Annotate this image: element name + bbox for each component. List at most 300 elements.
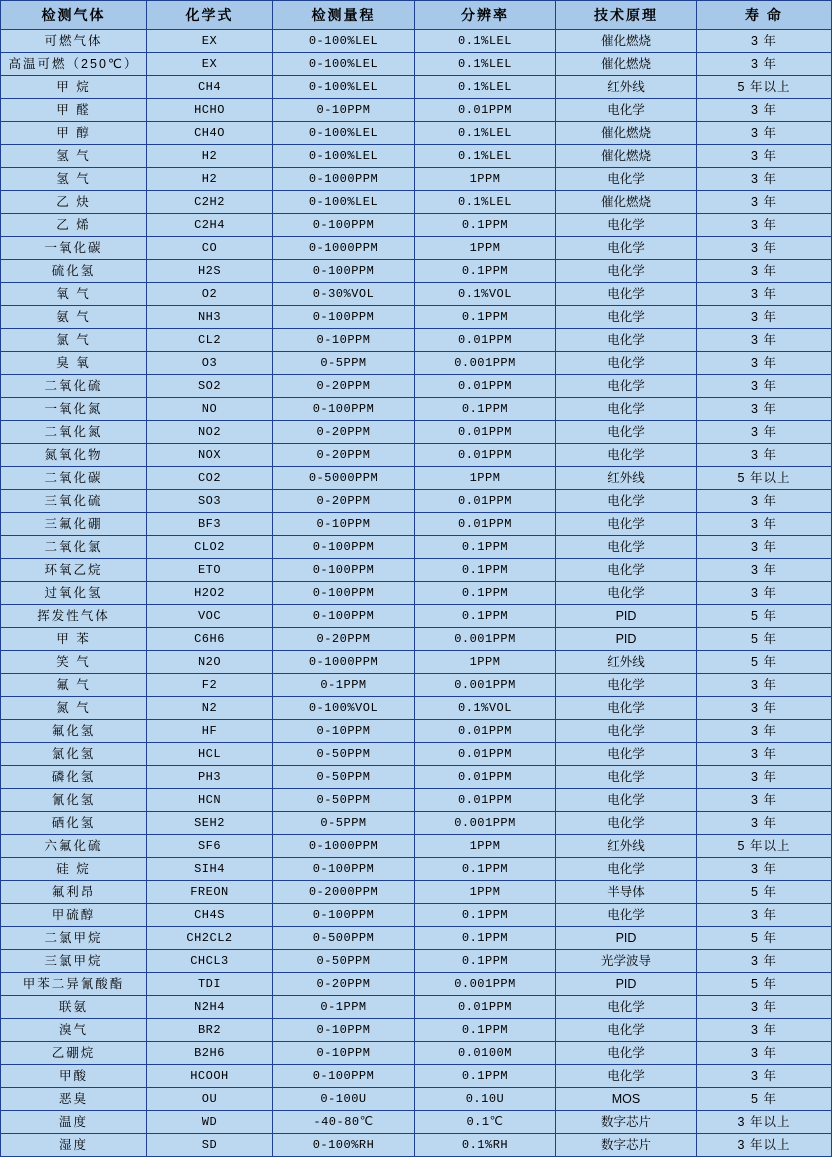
table-row — [1, 375, 832, 398]
cell-gas: 氯化氢 — [1, 743, 147, 766]
cell-gas: 氢 气 — [1, 145, 147, 168]
cell-range: 0-20PPM — [273, 628, 415, 651]
cell-formula: HCN — [147, 789, 273, 812]
cell-formula: HCOOH — [147, 1065, 273, 1088]
cell-gas: 氧 气 — [1, 283, 147, 306]
cell-principle: 电化学 — [556, 1042, 697, 1065]
cell-gas: 溴气 — [1, 1019, 147, 1042]
cell-lifetime: 3 年 — [697, 1019, 832, 1042]
cell-lifetime: 3 年 — [697, 145, 832, 168]
cell-gas: 笑 气 — [1, 651, 147, 674]
cell-formula: EX — [147, 53, 273, 76]
cell-resolution: 0.01PPM — [415, 99, 556, 122]
cell-lifetime: 3 年 — [697, 812, 832, 835]
cell-formula: HCL — [147, 743, 273, 766]
table-row — [1, 513, 832, 536]
table-row — [1, 329, 832, 352]
column-header-gas: 检测气体 — [1, 1, 147, 30]
cell-principle: 电化学 — [556, 283, 697, 306]
cell-principle: 电化学 — [556, 168, 697, 191]
cell-gas: 可燃气体 — [1, 30, 147, 53]
cell-principle: 电化学 — [556, 559, 697, 582]
table-row — [1, 1111, 832, 1134]
cell-lifetime: 3 年 — [697, 536, 832, 559]
cell-lifetime: 3 年 — [697, 168, 832, 191]
table-row — [1, 1134, 832, 1157]
cell-range: 0-20PPM — [273, 444, 415, 467]
table-row — [1, 582, 832, 605]
cell-lifetime: 3 年 — [697, 122, 832, 145]
cell-lifetime: 3 年以上 — [697, 1111, 832, 1134]
cell-resolution: 0.1PPM — [415, 398, 556, 421]
cell-gas: 高温可燃（250℃） — [1, 53, 147, 76]
cell-resolution: 1PPM — [415, 168, 556, 191]
cell-lifetime: 3 年 — [697, 996, 832, 1019]
cell-resolution: 0.001PPM — [415, 973, 556, 996]
cell-gas: 联氨 — [1, 996, 147, 1019]
cell-range: 0-10PPM — [273, 513, 415, 536]
column-header-formula: 化学式 — [147, 1, 273, 30]
table-row — [1, 628, 832, 651]
cell-gas: 甲硫醇 — [1, 904, 147, 927]
cell-gas: 硅 烷 — [1, 858, 147, 881]
cell-principle: 电化学 — [556, 421, 697, 444]
cell-formula: N2H4 — [147, 996, 273, 1019]
cell-gas: 乙 烯 — [1, 214, 147, 237]
cell-resolution: 0.01PPM — [415, 743, 556, 766]
table-row — [1, 697, 832, 720]
cell-formula: SIH4 — [147, 858, 273, 881]
cell-lifetime: 3 年 — [697, 398, 832, 421]
table-row — [1, 651, 832, 674]
cell-resolution: 0.1%LEL — [415, 30, 556, 53]
cell-resolution: 0.1PPM — [415, 1019, 556, 1042]
cell-resolution: 0.1%RH — [415, 1134, 556, 1157]
column-header-lifetime: 寿 命 — [697, 1, 832, 30]
cell-gas: 氟 气 — [1, 674, 147, 697]
table-row — [1, 398, 832, 421]
cell-resolution: 0.1PPM — [415, 927, 556, 950]
cell-lifetime: 3 年 — [697, 99, 832, 122]
cell-principle: 催化燃烧 — [556, 145, 697, 168]
table-row — [1, 996, 832, 1019]
cell-formula: NO2 — [147, 421, 273, 444]
cell-range: 0-100PPM — [273, 559, 415, 582]
cell-lifetime: 3 年 — [697, 306, 832, 329]
cell-range: 0-50PPM — [273, 766, 415, 789]
cell-lifetime: 3 年 — [697, 513, 832, 536]
cell-gas: 二氧化碳 — [1, 467, 147, 490]
cell-formula: F2 — [147, 674, 273, 697]
cell-formula: HF — [147, 720, 273, 743]
cell-resolution: 0.10U — [415, 1088, 556, 1111]
cell-formula: N2O — [147, 651, 273, 674]
cell-gas: 二氯甲烷 — [1, 927, 147, 950]
cell-principle: 电化学 — [556, 352, 697, 375]
cell-range: 0-100PPM — [273, 398, 415, 421]
cell-resolution: 0.01PPM — [415, 444, 556, 467]
table-row — [1, 904, 832, 927]
table-row — [1, 536, 832, 559]
cell-lifetime: 3 年 — [697, 674, 832, 697]
cell-gas: 过氧化氢 — [1, 582, 147, 605]
cell-principle: 红外线 — [556, 651, 697, 674]
cell-principle: 电化学 — [556, 674, 697, 697]
cell-principle: PID — [556, 927, 697, 950]
cell-lifetime: 3 年以上 — [697, 1134, 832, 1157]
cell-range: 0-50PPM — [273, 789, 415, 812]
cell-lifetime: 3 年 — [697, 237, 832, 260]
cell-resolution: 0.01PPM — [415, 766, 556, 789]
cell-formula: TDI — [147, 973, 273, 996]
table-row — [1, 260, 832, 283]
cell-principle: 电化学 — [556, 789, 697, 812]
cell-resolution: 1PPM — [415, 651, 556, 674]
cell-principle: 电化学 — [556, 697, 697, 720]
cell-principle: 电化学 — [556, 214, 697, 237]
cell-gas: 三氧化硫 — [1, 490, 147, 513]
cell-lifetime: 3 年 — [697, 743, 832, 766]
cell-principle: 红外线 — [556, 467, 697, 490]
cell-range: 0-50PPM — [273, 743, 415, 766]
cell-principle: 半导体 — [556, 881, 697, 904]
cell-lifetime: 3 年 — [697, 950, 832, 973]
table-row — [1, 352, 832, 375]
cell-principle: 电化学 — [556, 306, 697, 329]
cell-principle: 电化学 — [556, 904, 697, 927]
cell-principle: PID — [556, 605, 697, 628]
cell-principle: 电化学 — [556, 996, 697, 1019]
cell-range: 0-100PPM — [273, 536, 415, 559]
table-row — [1, 605, 832, 628]
table-row — [1, 444, 832, 467]
table-row — [1, 306, 832, 329]
cell-lifetime: 3 年 — [697, 720, 832, 743]
cell-lifetime: 3 年 — [697, 697, 832, 720]
cell-resolution: 0.01PPM — [415, 513, 556, 536]
cell-range: 0-30%VOL — [273, 283, 415, 306]
cell-principle: 催化燃烧 — [556, 122, 697, 145]
cell-lifetime: 3 年 — [697, 766, 832, 789]
cell-resolution: 0.01PPM — [415, 789, 556, 812]
cell-range: 0-100%LEL — [273, 145, 415, 168]
cell-principle: 电化学 — [556, 513, 697, 536]
cell-range: 0-10PPM — [273, 1019, 415, 1042]
cell-range: 0-10PPM — [273, 1042, 415, 1065]
cell-formula: CL2 — [147, 329, 273, 352]
cell-principle: 数字芯片 — [556, 1111, 697, 1134]
cell-lifetime: 3 年 — [697, 559, 832, 582]
cell-formula: H2 — [147, 168, 273, 191]
cell-principle: 电化学 — [556, 1065, 697, 1088]
cell-resolution: 0.1PPM — [415, 306, 556, 329]
cell-formula: SD — [147, 1134, 273, 1157]
cell-range: 0-100%RH — [273, 1134, 415, 1157]
cell-range: 0-500PPM — [273, 927, 415, 950]
table-row — [1, 490, 832, 513]
table-row — [1, 559, 832, 582]
cell-range: 0-100PPM — [273, 605, 415, 628]
cell-range: 0-100PPM — [273, 858, 415, 881]
cell-principle: 电化学 — [556, 237, 697, 260]
cell-formula: SF6 — [147, 835, 273, 858]
table-row — [1, 467, 832, 490]
cell-formula: SO3 — [147, 490, 273, 513]
cell-principle: 数字芯片 — [556, 1134, 697, 1157]
cell-lifetime: 3 年 — [697, 1042, 832, 1065]
cell-resolution: 0.1PPM — [415, 559, 556, 582]
cell-resolution: 0.1PPM — [415, 582, 556, 605]
cell-resolution: 0.1PPM — [415, 214, 556, 237]
cell-resolution: 0.1PPM — [415, 950, 556, 973]
cell-formula: CH2CL2 — [147, 927, 273, 950]
table-row — [1, 99, 832, 122]
cell-resolution: 0.001PPM — [415, 352, 556, 375]
cell-gas: 氮氧化物 — [1, 444, 147, 467]
cell-lifetime: 5 年以上 — [697, 76, 832, 99]
cell-formula: SO2 — [147, 375, 273, 398]
cell-gas: 氨 气 — [1, 306, 147, 329]
cell-range: 0-1000PPM — [273, 237, 415, 260]
cell-gas: 乙 炔 — [1, 191, 147, 214]
cell-resolution: 0.1%VOL — [415, 697, 556, 720]
table-row — [1, 283, 832, 306]
cell-gas: 硒化氢 — [1, 812, 147, 835]
cell-resolution: 0.1%LEL — [415, 53, 556, 76]
cell-gas: 六氟化硫 — [1, 835, 147, 858]
cell-lifetime: 5 年 — [697, 927, 832, 950]
cell-range: 0-1PPM — [273, 996, 415, 1019]
cell-gas: 甲苯二异氰酸酯 — [1, 973, 147, 996]
cell-formula: NOX — [147, 444, 273, 467]
cell-lifetime: 3 年 — [697, 30, 832, 53]
cell-range: 0-1PPM — [273, 674, 415, 697]
table-row — [1, 789, 832, 812]
cell-lifetime: 3 年 — [697, 53, 832, 76]
cell-gas: 湿度 — [1, 1134, 147, 1157]
cell-lifetime: 5 年以上 — [697, 467, 832, 490]
cell-lifetime: 3 年 — [697, 490, 832, 513]
cell-resolution: 0.1%VOL — [415, 283, 556, 306]
cell-resolution: 0.1PPM — [415, 605, 556, 628]
table-row — [1, 214, 832, 237]
cell-range: 0-100PPM — [273, 260, 415, 283]
cell-lifetime: 3 年 — [697, 352, 832, 375]
cell-resolution: 0.01PPM — [415, 490, 556, 513]
table-header-row — [1, 1, 832, 30]
cell-resolution: 0.001PPM — [415, 628, 556, 651]
cell-range: 0-2000PPM — [273, 881, 415, 904]
cell-range: 0-1000PPM — [273, 168, 415, 191]
cell-range: 0-5000PPM — [273, 467, 415, 490]
cell-lifetime: 5 年以上 — [697, 835, 832, 858]
cell-formula: OU — [147, 1088, 273, 1111]
cell-gas: 氯 气 — [1, 329, 147, 352]
cell-principle: 红外线 — [556, 835, 697, 858]
cell-range: 0-100PPM — [273, 306, 415, 329]
cell-formula: BF3 — [147, 513, 273, 536]
table-row — [1, 927, 832, 950]
cell-principle: 电化学 — [556, 536, 697, 559]
cell-principle: 电化学 — [556, 329, 697, 352]
table-row — [1, 743, 832, 766]
cell-resolution: 0.1%LEL — [415, 145, 556, 168]
table-row — [1, 237, 832, 260]
column-header-principle: 技术原理 — [556, 1, 697, 30]
cell-resolution: 0.001PPM — [415, 812, 556, 835]
cell-resolution: 0.1%LEL — [415, 191, 556, 214]
table-row — [1, 950, 832, 973]
cell-formula: CH4O — [147, 122, 273, 145]
cell-resolution: 0.1PPM — [415, 858, 556, 881]
table-row — [1, 1019, 832, 1042]
cell-range: 0-100PPM — [273, 214, 415, 237]
cell-resolution: 0.1PPM — [415, 536, 556, 559]
cell-range: 0-20PPM — [273, 375, 415, 398]
table-row — [1, 168, 832, 191]
table-row — [1, 421, 832, 444]
cell-formula: C6H6 — [147, 628, 273, 651]
column-header-resolution: 分辨率 — [415, 1, 556, 30]
cell-lifetime: 3 年 — [697, 1065, 832, 1088]
cell-gas: 甲 醇 — [1, 122, 147, 145]
table-row — [1, 766, 832, 789]
cell-gas: 甲 苯 — [1, 628, 147, 651]
cell-gas: 甲 烷 — [1, 76, 147, 99]
cell-gas: 氟利昂 — [1, 881, 147, 904]
cell-lifetime: 3 年 — [697, 421, 832, 444]
cell-gas: 三氯甲烷 — [1, 950, 147, 973]
cell-lifetime: 3 年 — [697, 214, 832, 237]
cell-lifetime: 3 年 — [697, 191, 832, 214]
cell-lifetime: 3 年 — [697, 904, 832, 927]
cell-formula: N2 — [147, 697, 273, 720]
table-row — [1, 30, 832, 53]
cell-gas: 氰化氢 — [1, 789, 147, 812]
cell-gas: 温度 — [1, 1111, 147, 1134]
cell-resolution: 1PPM — [415, 467, 556, 490]
cell-lifetime: 3 年 — [697, 789, 832, 812]
cell-range: 0-100%LEL — [273, 76, 415, 99]
cell-range: 0-10PPM — [273, 99, 415, 122]
cell-lifetime: 3 年 — [697, 582, 832, 605]
table-row — [1, 145, 832, 168]
cell-formula: C2H4 — [147, 214, 273, 237]
cell-formula: C2H2 — [147, 191, 273, 214]
cell-principle: 电化学 — [556, 766, 697, 789]
cell-range: 0-100%LEL — [273, 122, 415, 145]
cell-lifetime: 5 年 — [697, 973, 832, 996]
cell-lifetime: 3 年 — [697, 375, 832, 398]
cell-range: 0-100U — [273, 1088, 415, 1111]
cell-principle: 电化学 — [556, 858, 697, 881]
table-row — [1, 720, 832, 743]
cell-gas: 臭 氧 — [1, 352, 147, 375]
cell-principle: 催化燃烧 — [556, 191, 697, 214]
cell-formula: CH4S — [147, 904, 273, 927]
cell-principle: 电化学 — [556, 260, 697, 283]
cell-lifetime: 5 年 — [697, 651, 832, 674]
cell-formula: FREON — [147, 881, 273, 904]
cell-range: 0-100PPM — [273, 582, 415, 605]
cell-range: 0-20PPM — [273, 421, 415, 444]
cell-range: 0-100%LEL — [273, 53, 415, 76]
cell-principle: PID — [556, 628, 697, 651]
cell-range: 0-100PPM — [273, 1065, 415, 1088]
cell-formula: CH4 — [147, 76, 273, 99]
cell-principle: 电化学 — [556, 743, 697, 766]
cell-gas: 一氧化碳 — [1, 237, 147, 260]
cell-lifetime: 3 年 — [697, 444, 832, 467]
cell-principle: 电化学 — [556, 444, 697, 467]
cell-gas: 甲酸 — [1, 1065, 147, 1088]
cell-lifetime: 3 年 — [697, 329, 832, 352]
cell-range: 0-20PPM — [273, 490, 415, 513]
cell-principle: 电化学 — [556, 812, 697, 835]
cell-gas: 三氟化硼 — [1, 513, 147, 536]
cell-formula: H2 — [147, 145, 273, 168]
cell-principle: 电化学 — [556, 398, 697, 421]
cell-principle: 电化学 — [556, 720, 697, 743]
cell-principle: 电化学 — [556, 490, 697, 513]
cell-resolution: 0.01PPM — [415, 421, 556, 444]
cell-resolution: 0.001PPM — [415, 674, 556, 697]
cell-principle: 催化燃烧 — [556, 30, 697, 53]
cell-range: -40-80℃ — [273, 1111, 415, 1134]
cell-formula: O3 — [147, 352, 273, 375]
cell-gas: 乙硼烷 — [1, 1042, 147, 1065]
cell-lifetime: 3 年 — [697, 260, 832, 283]
cell-principle: 红外线 — [556, 76, 697, 99]
cell-formula: H2S — [147, 260, 273, 283]
table-row — [1, 973, 832, 996]
cell-gas: 二氧化氮 — [1, 421, 147, 444]
cell-formula: HCHO — [147, 99, 273, 122]
cell-resolution: 0.1PPM — [415, 260, 556, 283]
cell-principle: 催化燃烧 — [556, 53, 697, 76]
cell-range: 0-100%LEL — [273, 191, 415, 214]
cell-gas: 硫化氢 — [1, 260, 147, 283]
table-row — [1, 1065, 832, 1088]
cell-formula: VOC — [147, 605, 273, 628]
cell-lifetime: 5 年 — [697, 605, 832, 628]
cell-range: 0-20PPM — [273, 973, 415, 996]
cell-formula: EX — [147, 30, 273, 53]
cell-principle: PID — [556, 973, 697, 996]
cell-gas: 环氧乙烷 — [1, 559, 147, 582]
cell-gas: 一氧化氮 — [1, 398, 147, 421]
cell-range: 0-10PPM — [273, 329, 415, 352]
cell-resolution: 1PPM — [415, 881, 556, 904]
cell-formula: PH3 — [147, 766, 273, 789]
cell-range: 0-100%VOL — [273, 697, 415, 720]
cell-range: 0-5PPM — [273, 352, 415, 375]
cell-formula: H2O2 — [147, 582, 273, 605]
cell-formula: CHCL3 — [147, 950, 273, 973]
cell-gas: 氟化氢 — [1, 720, 147, 743]
cell-range: 0-100%LEL — [273, 30, 415, 53]
cell-range: 0-5PPM — [273, 812, 415, 835]
cell-resolution: 0.01PPM — [415, 996, 556, 1019]
table-header — [1, 1, 832, 30]
cell-lifetime: 5 年 — [697, 1088, 832, 1111]
cell-formula: CO — [147, 237, 273, 260]
cell-resolution: 0.1PPM — [415, 904, 556, 927]
cell-formula: CLO2 — [147, 536, 273, 559]
cell-resolution: 1PPM — [415, 237, 556, 260]
cell-principle: MOS — [556, 1088, 697, 1111]
cell-lifetime: 3 年 — [697, 283, 832, 306]
